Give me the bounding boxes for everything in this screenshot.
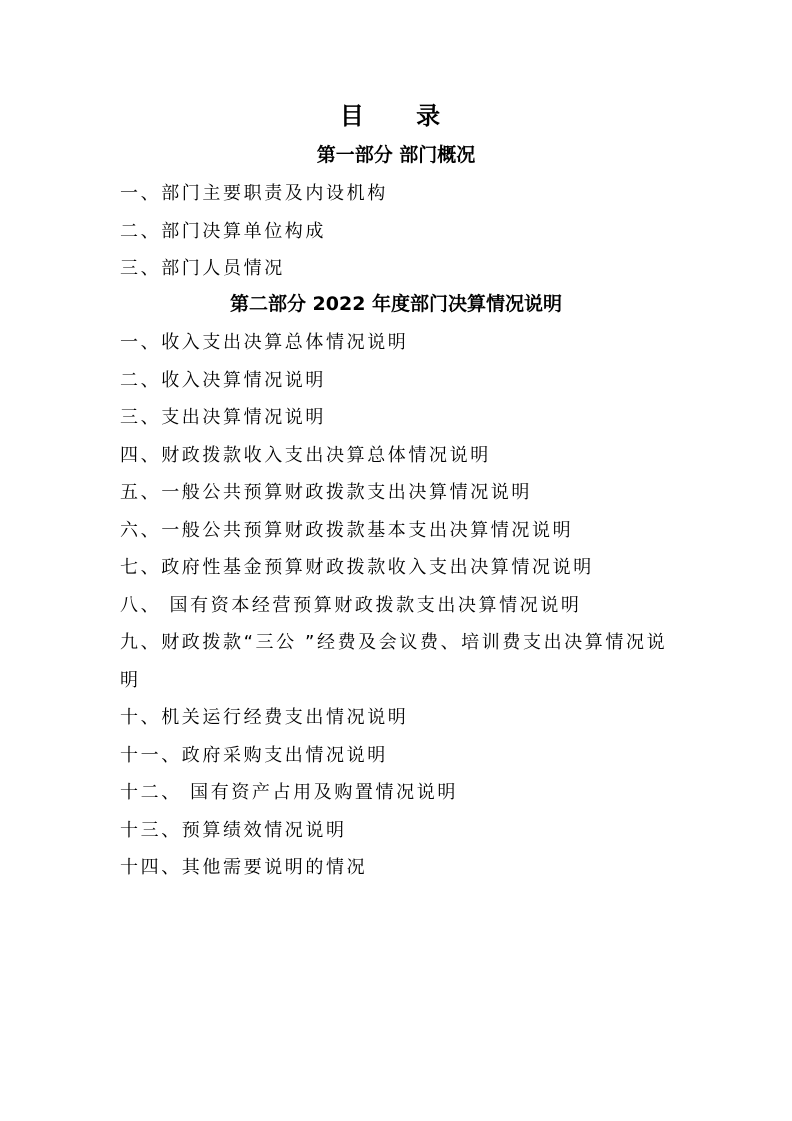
toc-item: 十三、预算绩效情况说明 — [120, 819, 347, 841]
part1-toc-list — [120, 175, 680, 288]
toc-item: 十四、其他需要说明的情况 — [120, 857, 368, 878]
part2-toc-list — [120, 324, 680, 887]
toc-item: 八、 国有资本经营预算财政拨款支出决算情况说明 — [120, 594, 582, 616]
toc-item: 二、部门决算单位构成 — [120, 220, 326, 242]
part2-heading: 第二部分 2022 年度部门决算情况说明 — [229, 293, 563, 315]
toc-item: 四、财政拨款收入支出决算总体情况说明 — [120, 444, 491, 466]
toc-item: 一、收入支出决算总体情况说明 — [120, 332, 409, 353]
toc-item: 五、一般公共预算财政拨款支出决算情况说明 — [120, 482, 532, 503]
toc-item: 十、机关运行经费支出情况说明 — [120, 707, 409, 728]
toc-item: 十二、 国有资产占用及购置情况说明 — [120, 782, 458, 803]
toc-item: 三、部门人员情况 — [120, 258, 285, 279]
toc-item: 七、政府性基金预算财政拨款收入支出决算情况说明 — [120, 557, 594, 578]
part1-heading: 第一部分 部门概况 — [316, 144, 476, 166]
toc-item: 三、支出决算情况说明 — [120, 407, 326, 428]
toc-item: 六、一般公共预算财政拨款基本支出决算情况说明 — [120, 519, 574, 541]
toc-item: 一、部门主要职责及内设机构 — [120, 183, 388, 204]
toc-item: 二、收入决算情况说明 — [120, 369, 326, 391]
toc-item: 九、财政拨款“三公 ”经费及会议费、培训费支出决算情况说明 — [120, 632, 668, 691]
toc-title: 目 录 — [339, 102, 463, 130]
toc-item: 十一、政府采购支出情况说明 — [120, 744, 388, 766]
